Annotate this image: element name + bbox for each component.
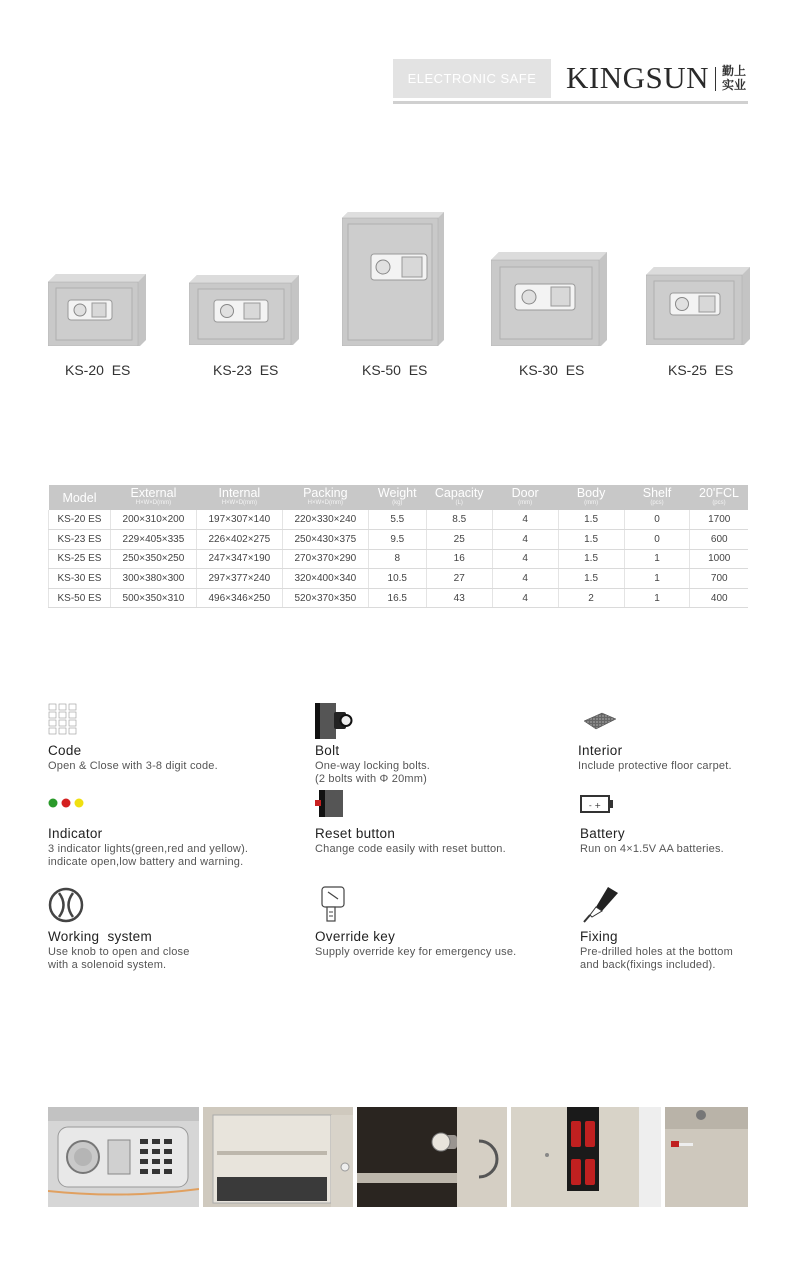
feature-title: Interior	[578, 743, 623, 758]
category-label: ELECTRONIC SAFE	[393, 59, 551, 98]
table-row	[49, 549, 749, 569]
safe-label-ks20: KS-20 ES	[65, 362, 131, 378]
table-header-cell: 20'FCL (pcs)	[690, 485, 748, 510]
feature-desc: Change code easily with reset button.	[315, 843, 506, 855]
feature-indicator	[48, 788, 288, 869]
feature-override-key	[315, 885, 555, 959]
feature-desc: 3 indicator lights(green,red and yellow). indicate open,low battery and warning.	[48, 843, 249, 868]
table-cell: 1.5	[558, 530, 624, 550]
brand-divider	[715, 67, 716, 91]
table-row	[49, 588, 749, 608]
table-cell: 25	[426, 530, 492, 550]
table-cell: 200×310×200	[110, 510, 196, 530]
reset-button-icon	[315, 788, 555, 822]
table-cell: 5.5	[368, 510, 426, 530]
spec-table	[48, 485, 748, 608]
photo-bolts	[357, 1107, 507, 1207]
table-cell: 250×350×250	[110, 549, 196, 569]
safe-label-ks23: KS-23 ES	[213, 362, 279, 378]
safe-label-ks30: KS-30 ES	[519, 362, 585, 378]
battery-icon	[580, 788, 800, 822]
table-cell: 197×307×140	[196, 510, 282, 530]
table-cell: 226×402×275	[196, 530, 282, 550]
photo-interior-shelf	[203, 1107, 353, 1207]
photo-battery-compartment	[511, 1107, 661, 1207]
table-header-row	[49, 485, 749, 510]
feature-bolt	[315, 703, 555, 786]
table-cell: 10.5	[368, 569, 426, 589]
table-header-cell: Body (mm)	[558, 485, 624, 510]
feature-desc: Open & Close with 3-8 digit code.	[48, 760, 218, 772]
bolt-icon	[315, 703, 555, 737]
table-cell: KS-23 ES	[49, 530, 111, 550]
feature-reset-button	[315, 788, 555, 856]
table-cell: 600	[690, 530, 748, 550]
table-cell: 250×430×375	[282, 530, 368, 550]
table-cell: KS-25 ES	[49, 549, 111, 569]
safe-image-ks20	[48, 274, 148, 346]
table-cell: 16.5	[368, 588, 426, 608]
table-header-cell: Weight (kg)	[368, 485, 426, 510]
table-cell: 1	[624, 549, 690, 569]
indicator-lights-icon	[48, 788, 288, 822]
feature-interior	[578, 703, 800, 773]
brand-logo: KINGSUN	[566, 60, 709, 95]
feature-title: Reset button	[315, 826, 396, 841]
table-cell: 8.5	[426, 510, 492, 530]
table-cell: 520×370×350	[282, 588, 368, 608]
table-cell: 229×405×335	[110, 530, 196, 550]
table-cell: 247×347×190	[196, 549, 282, 569]
table-cell: 270×370×290	[282, 549, 368, 569]
table-cell: 27	[426, 569, 492, 589]
table-cell: 4	[492, 510, 558, 530]
feature-title: Bolt	[315, 743, 340, 758]
table-cell: 1.5	[558, 549, 624, 569]
feature-title: Working system	[48, 929, 153, 944]
feature-title: Indicator	[48, 826, 103, 841]
feature-title: Fixing	[580, 929, 618, 944]
table-header-cell: External H×W×D(mm)	[110, 485, 196, 510]
feature-desc: Supply override key for emergency use.	[315, 946, 517, 958]
table-row	[49, 569, 749, 589]
safe-label-ks25: KS-25 ES	[668, 362, 734, 378]
table-cell: 8	[368, 549, 426, 569]
feature-code	[48, 703, 288, 773]
table-cell: 0	[624, 510, 690, 530]
table-cell: 1.5	[558, 510, 624, 530]
safe-label-ks50: KS-50 ES	[362, 362, 428, 378]
table-header-cell: Packing H×W×D(mm)	[282, 485, 368, 510]
header-rule	[393, 101, 748, 104]
table-cell: 9.5	[368, 530, 426, 550]
table-cell: 300×380×300	[110, 569, 196, 589]
table-cell: 4	[492, 549, 558, 569]
table-cell: KS-50 ES	[49, 588, 111, 608]
table-row	[49, 530, 749, 550]
feature-working-system	[48, 887, 288, 972]
table-cell: 2	[558, 588, 624, 608]
table-cell: 400	[690, 588, 748, 608]
feature-desc: Include protective floor carpet.	[578, 760, 732, 772]
table-cell: 1	[624, 588, 690, 608]
table-cell: 4	[492, 588, 558, 608]
table-cell: 220×330×240	[282, 510, 368, 530]
knob-icon	[48, 887, 288, 925]
table-header-cell: Door (mm)	[492, 485, 558, 510]
feature-title: Battery	[580, 826, 625, 841]
table-header-cell: Shelf (pcs)	[624, 485, 690, 510]
table-cell: 1.5	[558, 569, 624, 589]
table-cell: KS-20 ES	[49, 510, 111, 530]
safe-image-ks50	[342, 212, 446, 346]
feature-desc: Use knob to open and close with a solenoid system.	[48, 946, 190, 971]
photo-reset-button	[665, 1107, 748, 1207]
table-row	[49, 510, 749, 530]
feature-battery	[580, 788, 800, 856]
safe-image-ks30	[491, 252, 609, 346]
feature-title: Code	[48, 743, 82, 758]
feature-title: Override key	[315, 929, 396, 944]
table-cell: 16	[426, 549, 492, 569]
table-header-cell: Model	[49, 485, 111, 510]
key-icon	[315, 885, 555, 925]
table-cell: 1	[624, 569, 690, 589]
table-header-cell: Capacity (L)	[426, 485, 492, 510]
table-cell: 0	[624, 530, 690, 550]
table-cell: 4	[492, 530, 558, 550]
feature-desc: Pre-drilled holes at the bottom and back(fixings included).	[580, 946, 733, 971]
table-cell: KS-30 ES	[49, 569, 111, 589]
table-cell: 43	[426, 588, 492, 608]
table-cell: 1000	[690, 549, 748, 569]
table-cell: 500×350×310	[110, 588, 196, 608]
feature-desc: Run on 4×1.5V AA batteries.	[580, 843, 724, 855]
table-cell: 320×400×340	[282, 569, 368, 589]
carpet-icon	[578, 703, 800, 737]
feature-fixing	[580, 885, 800, 972]
table-cell: 297×377×240	[196, 569, 282, 589]
table-cell: 496×346×250	[196, 588, 282, 608]
brand-chinese: 勤上 实业	[722, 64, 747, 92]
table-cell: 1700	[690, 510, 748, 530]
table-cell: 4	[492, 569, 558, 589]
table-header-cell: Internal H×W×D(mm)	[196, 485, 282, 510]
feature-desc: One-way locking bolts. (2 bolts with Φ 20mm)	[315, 760, 431, 785]
table-cell: 700	[690, 569, 748, 589]
svg-text:- +: - +	[588, 801, 602, 810]
screwdriver-icon	[580, 885, 800, 925]
keypad-icon	[48, 703, 288, 737]
safe-image-ks25	[646, 267, 752, 345]
photo-keypad-closeup	[48, 1107, 199, 1207]
safe-image-ks23	[189, 275, 301, 345]
